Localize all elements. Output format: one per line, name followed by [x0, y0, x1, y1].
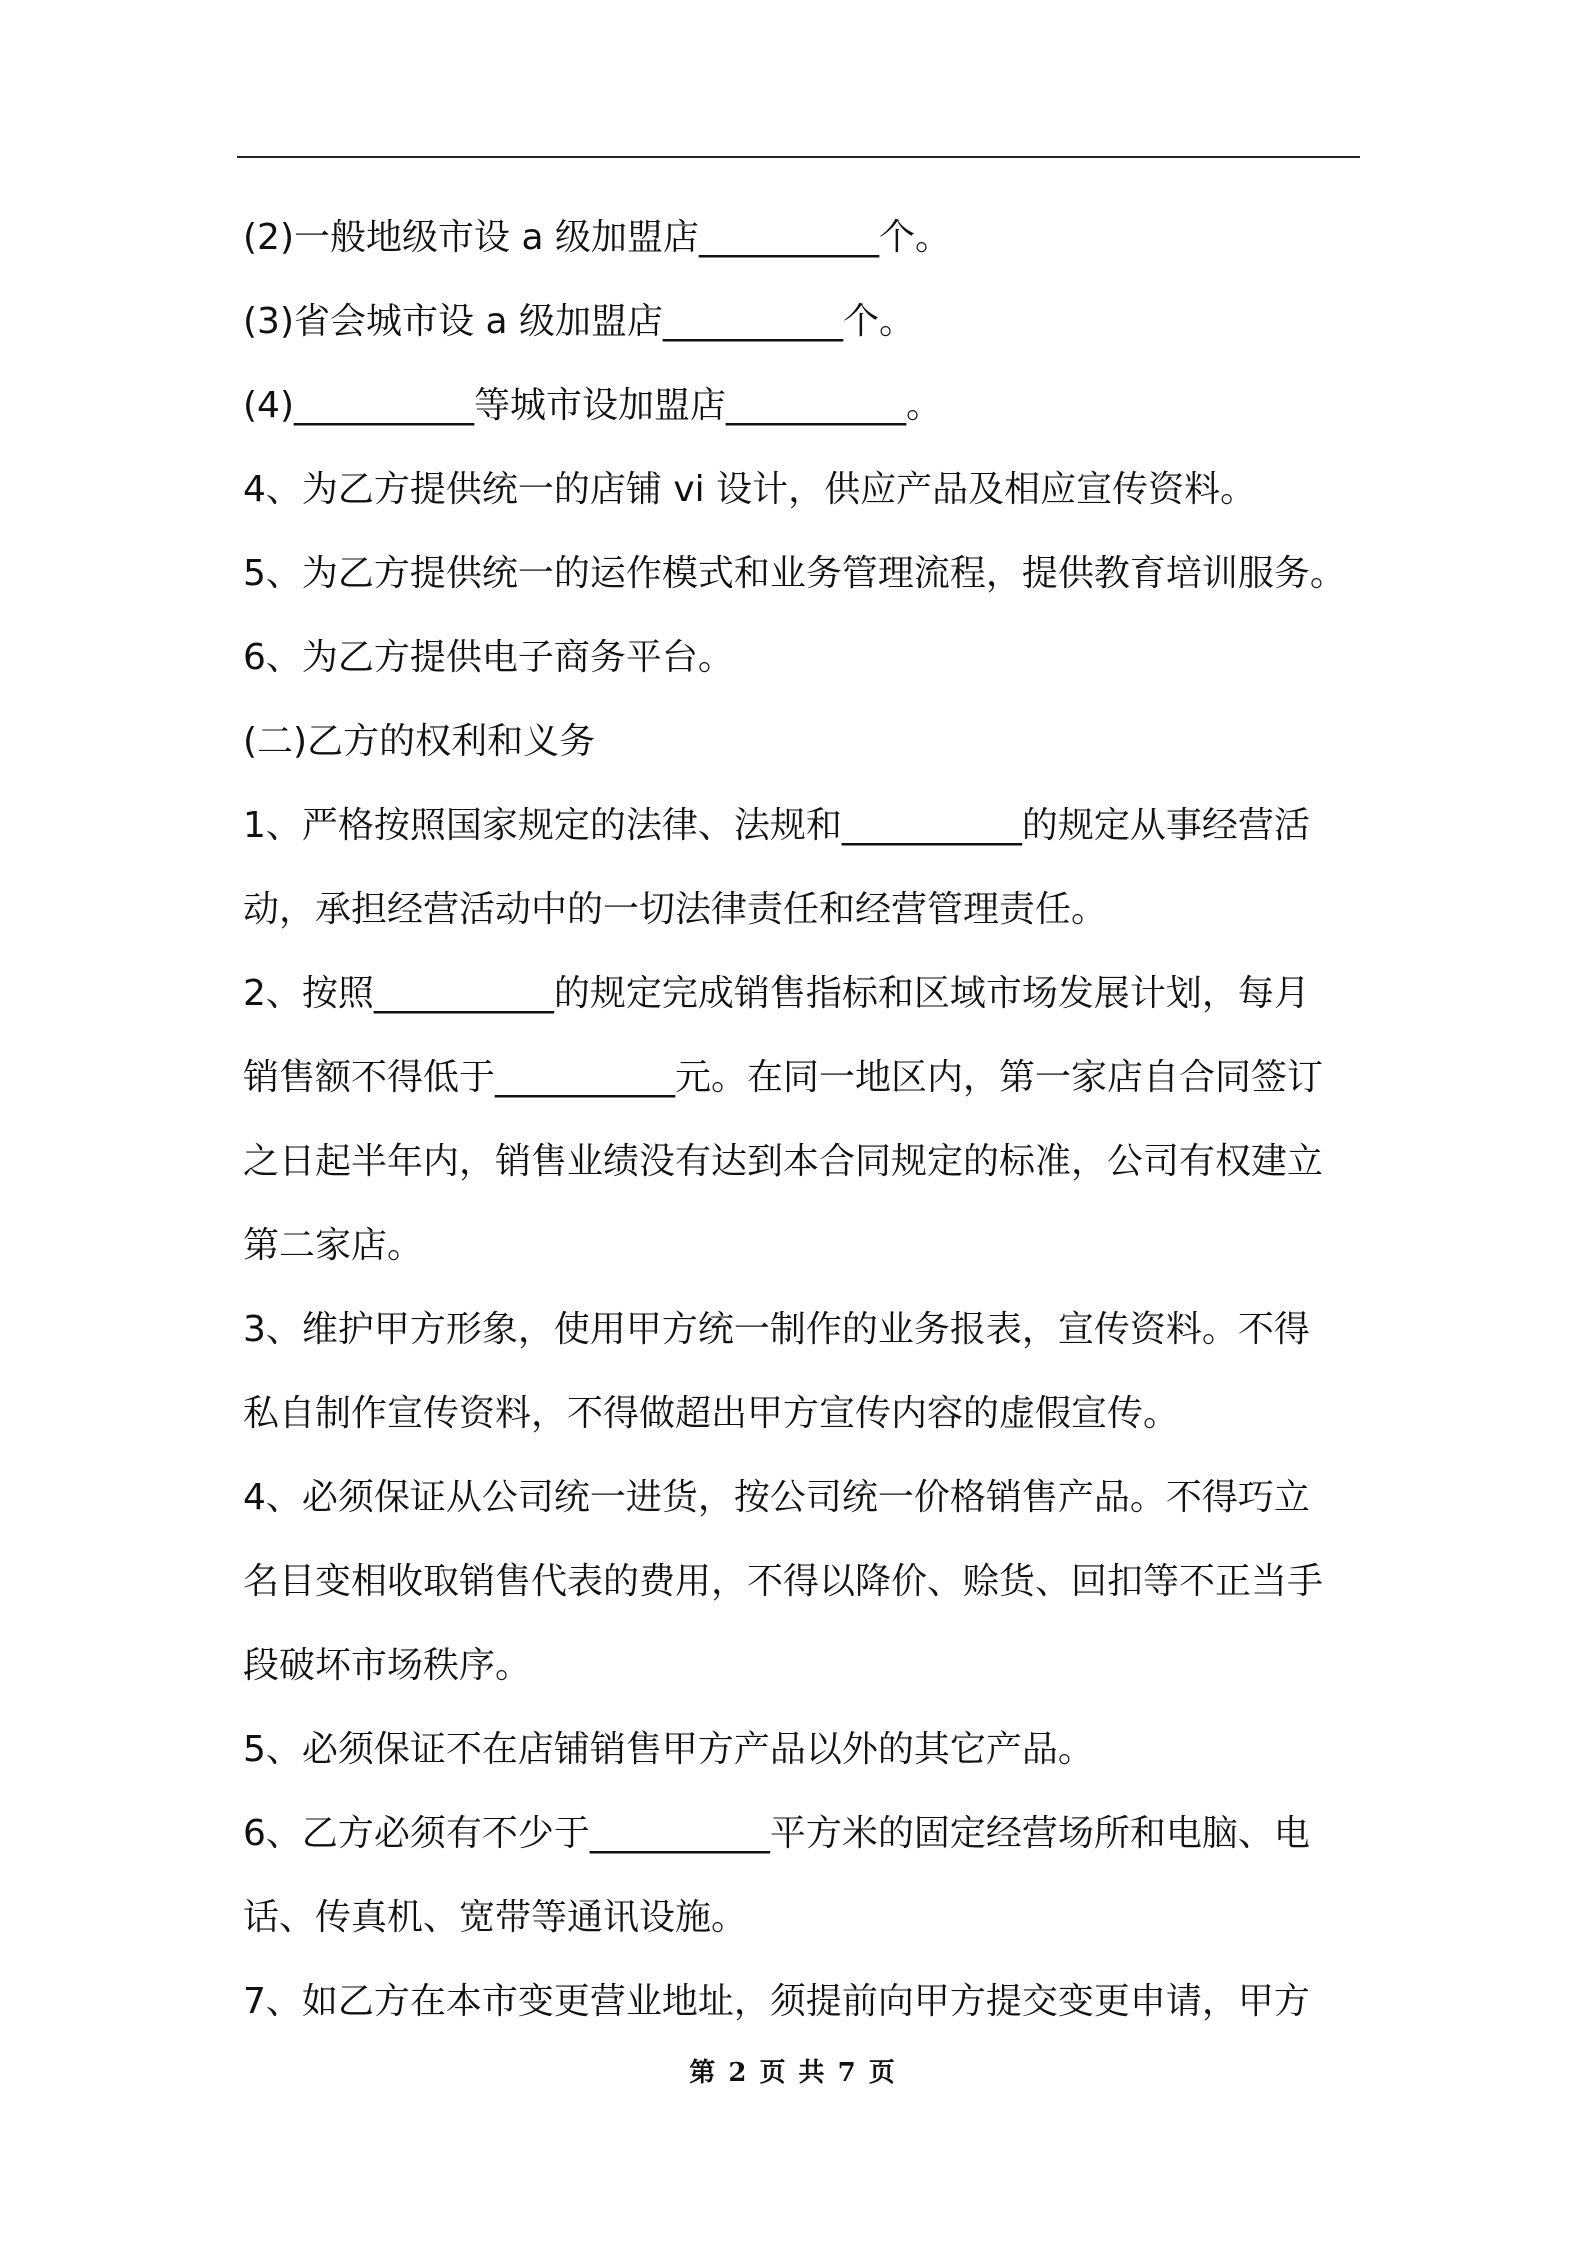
text-line: 7、如乙方在本市变更营业地址，须提前向甲方提交变更申请，甲方 [243, 1981, 1310, 2022]
text-line: 2、按照__________的规定完成销售指标和区域市场发展计划，每月 [243, 973, 1310, 1014]
text-line: (2)一般地级市设 a 级加盟店__________个。 [243, 217, 951, 258]
page-number: 第 2 页 共 7 页 [689, 2058, 897, 2088]
text-line: (4)__________等城市设加盟店__________。 [243, 385, 942, 426]
text-line: 话、传真机、宽带等通讯设施。 [243, 1897, 748, 1938]
text-line: 销售额不得低于__________元。在同一地区内，第一家店自合同签订 [243, 1057, 1324, 1098]
text-line: 4、必须保证从公司统一进货，按公司统一价格销售产品。不得巧立 [243, 1477, 1310, 1518]
text-line: 6、为乙方提供电子商务平台。 [243, 637, 734, 678]
text-line: 名目变相收取销售代表的费用，不得以降价、赊货、回扣等不正当手 [243, 1561, 1324, 1602]
text-line: (3)省会城市设 a 级加盟店__________个。 [243, 301, 915, 342]
text-line: 之日起半年内，销售业绩没有达到本合同规定的标准，公司有权建立 [243, 1141, 1324, 1182]
text-line: 6、乙方必须有不少于__________平方米的固定经营场所和电脑、电 [243, 1813, 1310, 1854]
text-line: 私自制作宣传资料，不得做超出甲方宣传内容的虚假宣传。 [243, 1393, 1180, 1434]
text-line: 4、为乙方提供统一的店铺 vi 设计，供应产品及相应宣传资料。 [243, 469, 1257, 510]
text-line: 第二家店。 [243, 1225, 424, 1266]
document-body [243, 196, 1383, 2044]
text-line: 动，承担经营活动中的一切法律责任和经营管理责任。 [243, 889, 1108, 930]
text-line: 1、严格按照国家规定的法律、法规和__________的规定从事经营活 [243, 805, 1310, 846]
text-line: 5、为乙方提供统一的运作模式和业务管理流程，提供教育培训服务。 [243, 553, 1346, 594]
text-line: 5、必须保证不在店铺销售甲方产品以外的其它产品。 [243, 1729, 1094, 1770]
section-heading: (二)乙方的权利和义务 [243, 721, 596, 762]
text-line: 3、维护甲方形象，使用甲方统一制作的业务报表，宣传资料。不得 [243, 1309, 1310, 1350]
text-line: 段破坏市场秩序。 [243, 1645, 532, 1686]
header-rule [237, 156, 1360, 158]
